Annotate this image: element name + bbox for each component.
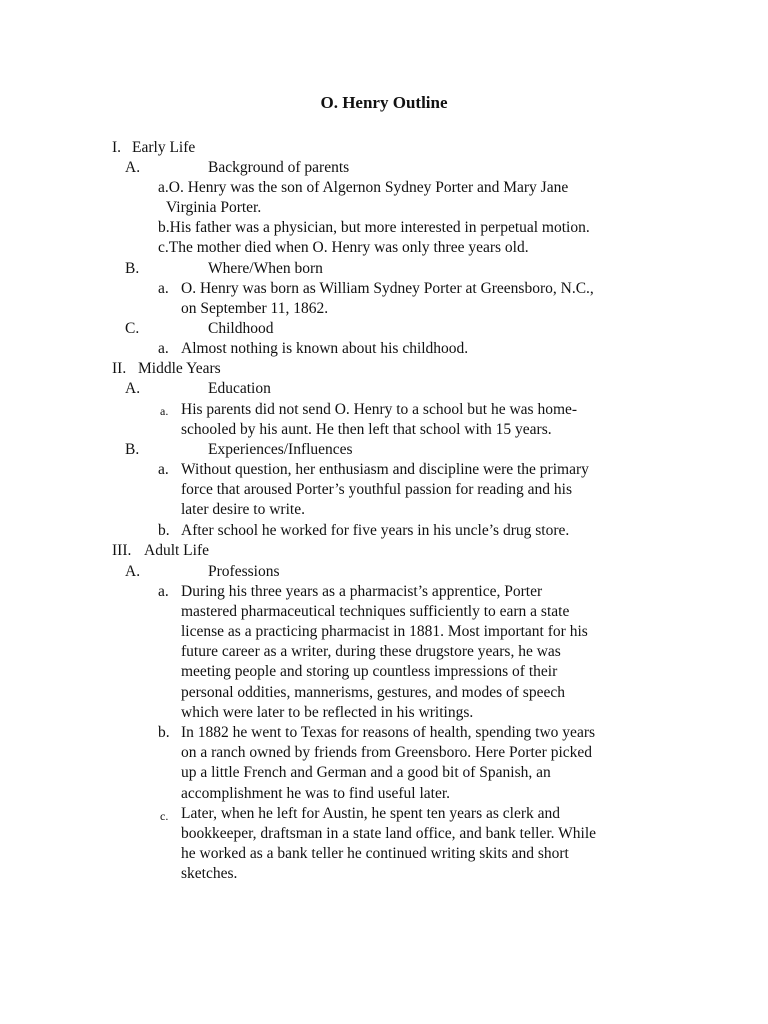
- item-label: a.: [158, 583, 169, 600]
- outline-item-text: O. Henry was born as William Sydney Porter at Greensboro, N.C.,: [181, 280, 594, 297]
- item-label: c.: [160, 809, 169, 823]
- outline-item-text: b.His father was a physician, but more interested in perpetual motion.: [158, 219, 590, 236]
- outline-item-text: Almost nothing is known about his childhood.: [181, 340, 469, 357]
- subsection-label: A.: [125, 159, 141, 176]
- item-label: a.: [158, 340, 169, 357]
- outline-item-text: His parents did not send O. Henry to a school but he was home-: [181, 401, 578, 418]
- section-number: I.: [112, 139, 122, 156]
- outline-item-text: he worked as a bank teller he continued writing skits and short: [181, 845, 569, 862]
- subsection-heading: Background of parents: [208, 159, 350, 176]
- outline-item-text: In 1882 he went to Texas for reasons of health, spending two years: [181, 724, 596, 741]
- subsection-heading: Education: [208, 380, 271, 397]
- subsection-label: B.: [125, 441, 140, 458]
- outline-item-text: which were later to be reflected in his writings.: [181, 704, 474, 721]
- outline-item-text: Without question, her enthusiasm and discipline were the primary: [181, 461, 589, 478]
- subsection-label: B.: [125, 260, 140, 277]
- outline-item-text: Later, when he left for Austin, he spent ten years as clerk and: [181, 805, 560, 822]
- outline-item-text: meeting people and storing up countless impressions of their: [181, 663, 558, 680]
- outline-item-text: future career as a writer, during these drugstore years, he was: [181, 643, 561, 660]
- outline-item-text: up a little French and German and a good bit of Spanish, an: [181, 764, 551, 781]
- section-number: III.: [112, 542, 132, 559]
- subsection-heading: Professions: [208, 563, 280, 580]
- page-title: O. Henry Outline: [320, 93, 448, 112]
- item-label: b.: [158, 522, 170, 539]
- outline-item-text: accomplishment he was to find useful later.: [181, 785, 451, 802]
- outline-item-text: later desire to write.: [181, 501, 305, 518]
- subsection-label: A.: [125, 563, 141, 580]
- item-label: a.: [160, 404, 169, 418]
- item-label: a.: [158, 461, 169, 478]
- outline-item-text: personal oddities, mannerisms, gestures, and modes of speech: [181, 684, 565, 701]
- section-heading: Adult Life: [144, 542, 209, 559]
- subsection-label: C.: [125, 320, 140, 337]
- outline-item-text: a.O. Henry was the son of Algernon Sydney Porter and Mary Jane: [158, 179, 569, 196]
- outline-item-text: mastered pharmaceutical techniques sufficiently to earn a state: [181, 603, 570, 620]
- outline-item-text: During his three years as a pharmacist’s apprentice, Porter: [181, 583, 543, 600]
- item-label: a.: [158, 280, 169, 297]
- outline-item-text: schooled by his aunt. He then left that school with 15 years.: [181, 421, 552, 438]
- outline-item-text: c.The mother died when O. Henry was only three years old.: [158, 239, 529, 256]
- subsection-heading: Childhood: [208, 320, 274, 337]
- outline-item-text: force that aroused Porter’s youthful passion for reading and his: [181, 481, 572, 498]
- subsection-heading: Where/When born: [208, 260, 323, 277]
- outline-item-text: license as a practicing pharmacist in 1881. Most important for his: [181, 623, 588, 640]
- outline-item-text: on a ranch owned by friends from Greensboro. Here Porter picked: [181, 744, 593, 761]
- outline-item-text: Virginia Porter.: [166, 199, 262, 216]
- outline-item-text: on September 11, 1862.: [181, 300, 329, 317]
- section-heading: Middle Years: [138, 360, 221, 377]
- outline-item-text: sketches.: [181, 865, 238, 882]
- outline-item-text: After school he worked for five years in his uncle’s drug store.: [181, 522, 570, 539]
- subsection-heading: Experiences/Influences: [208, 441, 353, 458]
- section-heading: Early Life: [132, 139, 196, 156]
- subsection-label: A.: [125, 380, 141, 397]
- section-number: II.: [112, 360, 127, 377]
- outline-item-text: bookkeeper, draftsman in a state land office, and bank teller. While: [181, 825, 597, 842]
- item-label: b.: [158, 724, 170, 741]
